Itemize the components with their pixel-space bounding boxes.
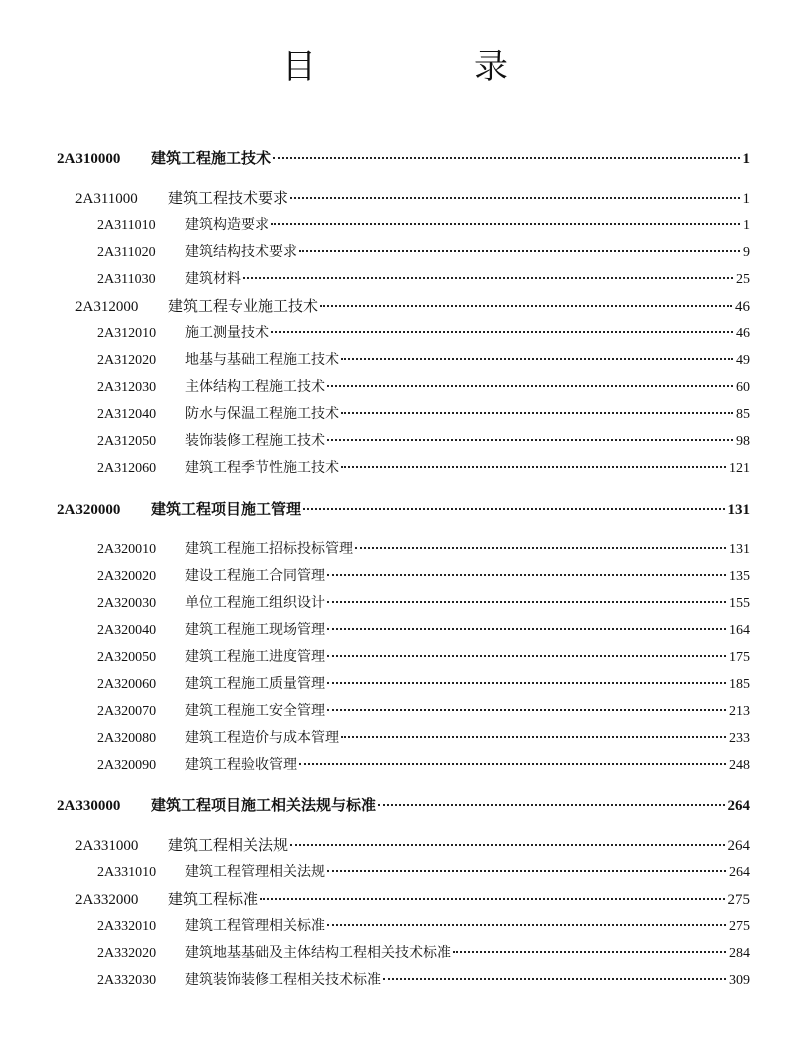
dot-leader (299, 250, 740, 252)
toc-page-number: 98 (736, 434, 750, 449)
toc-code: 2A332030 (97, 973, 157, 988)
toc-page-number: 1 (742, 151, 750, 167)
dot-leader (341, 412, 733, 414)
toc-page-number: 60 (736, 380, 750, 395)
toc-code: 2A311030 (97, 272, 156, 287)
toc-page-number: 121 (729, 461, 750, 476)
toc-code: 2A320080 (97, 731, 157, 746)
dot-leader (327, 709, 726, 711)
toc-code: 2A320030 (97, 596, 157, 611)
toc-page-number: 248 (729, 758, 750, 773)
toc-page-number: 213 (729, 704, 750, 719)
toc-label: 建筑工程项目施工管理 (151, 500, 302, 518)
toc-page-number: 131 (727, 502, 750, 518)
toc-label: 建筑结构技术要求 (185, 244, 297, 260)
toc-code: 2A320010 (97, 542, 157, 557)
toc-page-number: 175 (729, 650, 750, 665)
toc-code: 2A332020 (97, 946, 157, 961)
dot-leader (271, 223, 740, 225)
toc-entry-section[interactable] (97, 376, 750, 398)
toc-page-number: 131 (729, 542, 750, 557)
dot-leader (341, 736, 726, 738)
toc-label: 建筑工程验收管理 (185, 757, 297, 773)
toc-code: 2A320020 (97, 569, 157, 584)
toc-entry-section[interactable] (97, 457, 750, 479)
dot-leader (327, 385, 733, 387)
toc-page-number: 164 (729, 623, 750, 638)
dot-leader (273, 157, 739, 159)
dot-leader (320, 305, 732, 307)
toc-code: 2A312060 (97, 461, 157, 476)
toc-label: 建筑工程造价与成本管理 (185, 730, 339, 746)
toc-page-number: 275 (727, 892, 750, 908)
toc-code: 2A311000 (75, 191, 138, 207)
dot-leader (327, 574, 726, 576)
toc-entry-section[interactable] (97, 241, 750, 263)
toc-entry-section[interactable] (97, 430, 750, 452)
toc-code: 2A312010 (97, 326, 157, 341)
toc-label: 建筑工程施工现场管理 (185, 622, 325, 638)
toc-entry-section[interactable] (97, 754, 750, 776)
dot-leader (327, 439, 733, 441)
toc-code: 2A312040 (97, 407, 157, 422)
toc-code: 2A331010 (97, 865, 157, 880)
dot-leader (299, 763, 726, 765)
toc-page-number: 185 (729, 677, 750, 692)
toc-entry-section[interactable] (97, 969, 750, 991)
toc-code: 2A331000 (75, 838, 139, 854)
toc-label: 防水与保温工程施工技术 (185, 406, 339, 422)
dot-leader (327, 601, 726, 603)
toc-label: 地基与基础工程施工技术 (185, 352, 339, 368)
toc-label: 施工测量技术 (185, 325, 269, 341)
toc-code: 2A332010 (97, 919, 157, 934)
toc-code: 2A311010 (97, 218, 156, 233)
dot-leader (453, 951, 726, 953)
toc-entry-section[interactable] (97, 322, 750, 344)
toc-entry-section[interactable] (97, 403, 750, 425)
toc-page-number: 9 (743, 245, 750, 260)
toc-page-number: 135 (729, 569, 750, 584)
toc-page-number: 1 (742, 191, 750, 207)
toc-label: 建筑工程标准 (168, 890, 259, 908)
toc-code: 2A320090 (97, 758, 157, 773)
dot-leader (383, 978, 726, 980)
toc-label: 建筑工程施工质量管理 (185, 676, 325, 692)
toc-label: 建筑工程施工招标投标管理 (185, 541, 353, 557)
toc-label: 建筑构造要求 (185, 217, 269, 233)
toc-label: 建筑材料 (185, 271, 241, 287)
toc-code: 2A320050 (97, 650, 157, 665)
toc-entry-chapter[interactable] (75, 888, 750, 910)
toc-entry-section[interactable] (97, 538, 750, 560)
toc-label: 单位工程施工组织设计 (185, 595, 325, 611)
toc-entry-chapter[interactable] (75, 834, 750, 856)
toc-label: 建筑工程项目施工相关法规与标准 (151, 796, 377, 814)
toc-code: 2A310000 (57, 151, 121, 167)
toc-label: 建筑工程施工安全管理 (185, 703, 325, 719)
toc-entry-section[interactable] (97, 619, 750, 641)
dot-leader (290, 844, 724, 846)
dot-leader (341, 466, 726, 468)
toc-page-number: 155 (729, 596, 750, 611)
toc-code: 2A330000 (57, 798, 121, 814)
toc-code: 2A320070 (97, 704, 157, 719)
toc-code: 2A311020 (97, 245, 156, 260)
toc-entry-part[interactable] (57, 147, 750, 169)
toc-code: 2A320060 (97, 677, 157, 692)
toc-page-number: 264 (729, 865, 750, 880)
toc-entry-section[interactable] (97, 727, 750, 749)
toc-code: 2A312030 (97, 380, 157, 395)
toc-label: 建筑工程季节性施工技术 (185, 460, 339, 476)
dot-leader (290, 197, 739, 199)
toc-entry-chapter[interactable] (75, 295, 750, 317)
toc-label: 建设工程施工合同管理 (185, 568, 325, 584)
dot-leader (327, 628, 726, 630)
toc-page-number: 233 (729, 731, 750, 746)
toc-label: 建筑地基基础及主体结构工程相关技术标准 (185, 945, 451, 961)
toc-entry-section[interactable] (97, 673, 750, 695)
dot-leader (327, 924, 726, 926)
toc-page-number: 264 (727, 798, 750, 814)
toc-entry-chapter[interactable] (75, 187, 750, 209)
dot-leader (327, 870, 726, 872)
toc-entry-section[interactable] (97, 565, 750, 587)
toc-page-number: 85 (736, 407, 750, 422)
toc-entry-section[interactable] (97, 942, 750, 964)
toc-label: 建筑工程技术要求 (168, 189, 289, 207)
toc-label: 建筑工程施工进度管理 (185, 649, 325, 665)
toc-code: 2A312050 (97, 434, 157, 449)
dot-leader (355, 547, 726, 549)
toc-entry-section[interactable] (97, 592, 750, 614)
toc-label: 建筑装饰装修工程相关技术标准 (185, 972, 381, 988)
toc-page-number: 284 (729, 946, 750, 961)
toc-page-number: 25 (736, 272, 750, 287)
dot-leader (243, 277, 733, 279)
toc-label: 建筑工程管理相关标准 (185, 918, 325, 934)
toc-code: 2A312020 (97, 353, 157, 368)
dot-leader (327, 655, 726, 657)
dot-leader (378, 804, 724, 806)
dot-leader (303, 508, 724, 510)
dot-leader (271, 331, 733, 333)
toc-entry-section[interactable] (97, 646, 750, 668)
toc-label: 建筑工程施工技术 (151, 149, 272, 167)
toc-label: 主体结构工程施工技术 (185, 379, 325, 395)
toc-code: 2A312000 (75, 299, 139, 315)
toc-page-number: 309 (729, 973, 750, 988)
toc-page-number: 275 (729, 919, 750, 934)
toc-entry-section[interactable] (97, 268, 750, 290)
toc-label: 建筑工程管理相关法规 (185, 864, 325, 880)
toc-code: 2A332000 (75, 892, 139, 908)
toc-page-number: 46 (735, 299, 750, 315)
toc-entry-part[interactable] (57, 794, 750, 816)
dot-leader (341, 358, 733, 360)
toc-page-number: 49 (736, 353, 750, 368)
dot-leader (327, 682, 726, 684)
toc-entry-section[interactable] (97, 861, 750, 883)
toc-entry-part[interactable] (57, 498, 750, 520)
toc-entry-section[interactable] (97, 915, 750, 937)
toc-page-number: 46 (736, 326, 750, 341)
dot-leader (260, 898, 724, 900)
toc-entry-section[interactable] (97, 214, 750, 236)
toc-page-number: 1 (743, 218, 750, 233)
page-title: 目 录 (282, 47, 570, 87)
toc-entry-section[interactable] (97, 349, 750, 371)
toc-code: 2A320040 (97, 623, 157, 638)
toc-label: 装饰装修工程施工技术 (185, 433, 325, 449)
toc-label: 建筑工程专业施工技术 (168, 297, 319, 315)
toc-code: 2A320000 (57, 502, 121, 518)
toc-page-number: 264 (727, 838, 750, 854)
toc-label: 建筑工程相关法规 (168, 836, 289, 854)
toc-entry-section[interactable] (97, 700, 750, 722)
